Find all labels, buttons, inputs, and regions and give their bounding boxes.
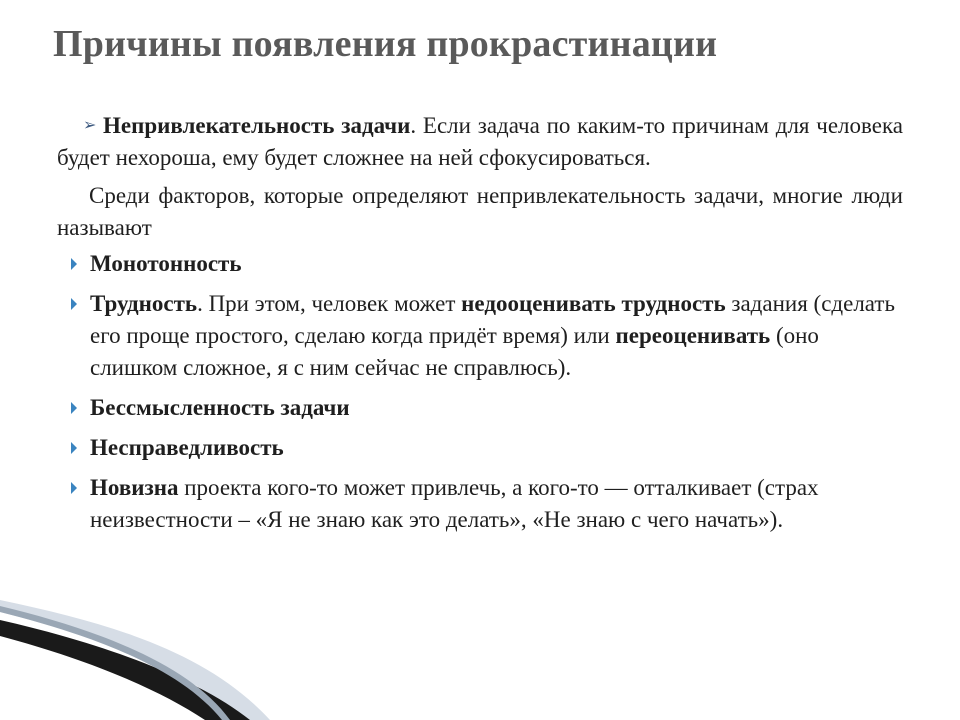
item-text: задания (сделать его проще простого, сделаю когда придёт время) или xyxy=(90,291,895,348)
list-item xyxy=(57,392,903,424)
paragraph-unattractiveness xyxy=(57,110,903,174)
list-item xyxy=(57,432,903,464)
term-injustice: Несправедливость xyxy=(90,435,284,460)
triangle-bullet-icon xyxy=(71,402,77,414)
paragraph-factors: Среди факторов, которые определяют непривлекательность задачи, многие люди называют xyxy=(57,183,903,240)
factor-list xyxy=(57,248,903,536)
triangle-bullet-icon xyxy=(71,442,77,454)
list-item xyxy=(57,288,903,384)
triangle-bullet-icon xyxy=(71,298,77,310)
slide-title: Причины появления прокрастинации xyxy=(53,23,718,65)
paragraph-text: . Если задача по каким-то причинам для человека будет нехороша, ему будет сложнее на ней сфокусироваться. xyxy=(57,113,904,170)
term-underestimate: недооценивать трудность xyxy=(461,291,726,316)
list-item xyxy=(57,472,903,536)
term-monotony: Монотонность xyxy=(90,251,242,276)
item-text: . При этом, человек может xyxy=(197,291,462,316)
triangle-bullet-icon xyxy=(71,258,77,270)
term-overestimate: переоценивать xyxy=(615,323,771,348)
list-item xyxy=(57,248,903,280)
term-unattractiveness: Непривлекательность задачи xyxy=(103,113,411,138)
item-text: проекта кого-то может привлечь, а кого-то — отталкивает (страх неизвестности – «Я не знаю как это делать», «Не знаю с чего начать»). xyxy=(90,475,819,532)
term-difficulty: Трудность xyxy=(90,291,198,316)
slide-content xyxy=(57,110,903,544)
arrow-bullet-icon: ➢ xyxy=(83,117,97,134)
item-text: (оно слишком сложное, я с ним сейчас не справлюсь). xyxy=(90,323,819,380)
term-novelty: Новизна xyxy=(90,475,179,500)
term-meaninglessness: Бессмысленность задачи xyxy=(90,395,350,420)
triangle-bullet-icon xyxy=(71,482,77,494)
